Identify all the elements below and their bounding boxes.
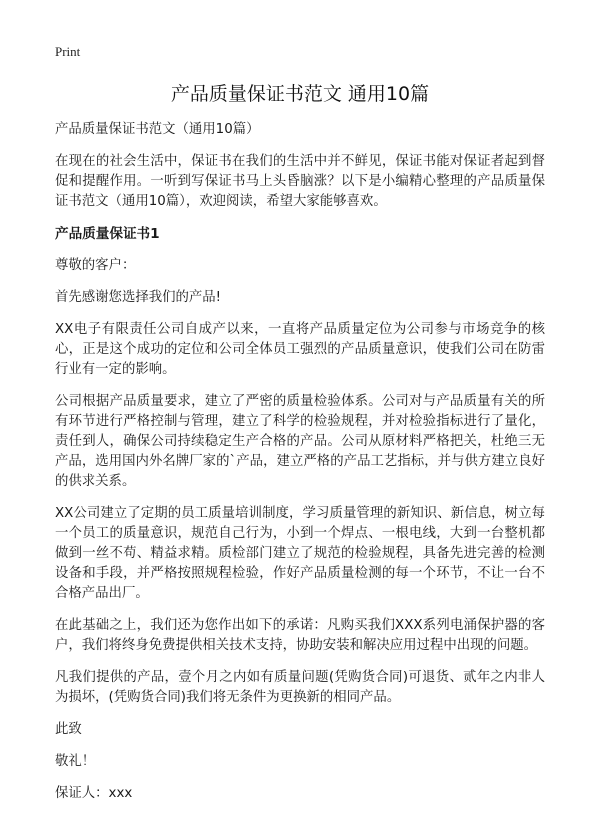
document-subtitle: 产品质量保证书范文（通用10篇）: [55, 122, 260, 137]
guarantor-line: 保证人：xxx: [55, 786, 133, 801]
body-paragraph-5: 凡我们提供的产品，壹个月之内如有质量问题(凭购货合同)可退货、贰年之内非人为损坏，(凭购货合同)我们将无条件为更换新的相同产品。: [55, 670, 545, 705]
section-heading: 产品质量保证书1: [55, 226, 160, 242]
body-paragraph-2: 公司根据产品质量要求，建立了严密的质量检验体系。公司对与产品质量有关的所有环节进行严格控制与管理，建立了科学的检验规程，并对检验指标进行了量化，责任到人，确保公司持续稳定生产合格的产品。公司从原材料严格把关，杜绝三无产品，选用国内外名牌厂家的`产品，建立严格的产品工艺指标，并与供方建立良好的供求关系。: [55, 394, 545, 489]
body-paragraph-1: XX电子有限责任公司自成产以来，一直将产品质量定位为公司参与市场竞争的核心，正是这个成功的定位和公司全体员工强烈的产品质量意识，使我们公司在防雷行业有一定的影响。: [55, 322, 545, 377]
body-paragraph-4: 在此基础之上，我们还为您作出如下的承诺：凡购买我们XXX系列电涌保护器的客户，我们将终身免费提供相关技术支持，协助安装和解决应用过程中出现的问题。: [55, 618, 545, 653]
body-paragraph-3: XX公司建立了定期的员工质量培训制度，学习质量管理的新知识、新信息，树立每一个员工的质量意识，规范自己行为，小到一个焊点、一根电线，大到一台整机都做到一丝不苟、精益求精。质检部门建立了规范的检验规程，具备先进完善的检测设备和手段，并严格按照规程检验，作好产品质量检测的每一个环节，不让一台不合格产品出厂。: [55, 506, 545, 601]
closing-line-2: 敬礼！: [55, 754, 96, 769]
salutation: 尊敬的客户：: [55, 258, 136, 273]
intro-paragraph: 在现在的社会生活中，保证书在我们的生活中并不鲜见，保证书能对保证者起到督促和提醒作用。一听到写保证书马上头昏脑涨？以下是小编精心整理的产品质量保证书范文（通用10篇），欢迎阅读，希望大家能够喜欢。: [55, 154, 545, 209]
print-label: Print: [55, 44, 81, 59]
thanks-line: 首先感谢您选择我们的产品!: [55, 290, 222, 305]
closing-line-1: 此致: [55, 722, 82, 737]
document-title: 产品质量保证书范文 通用10篇: [170, 83, 430, 105]
